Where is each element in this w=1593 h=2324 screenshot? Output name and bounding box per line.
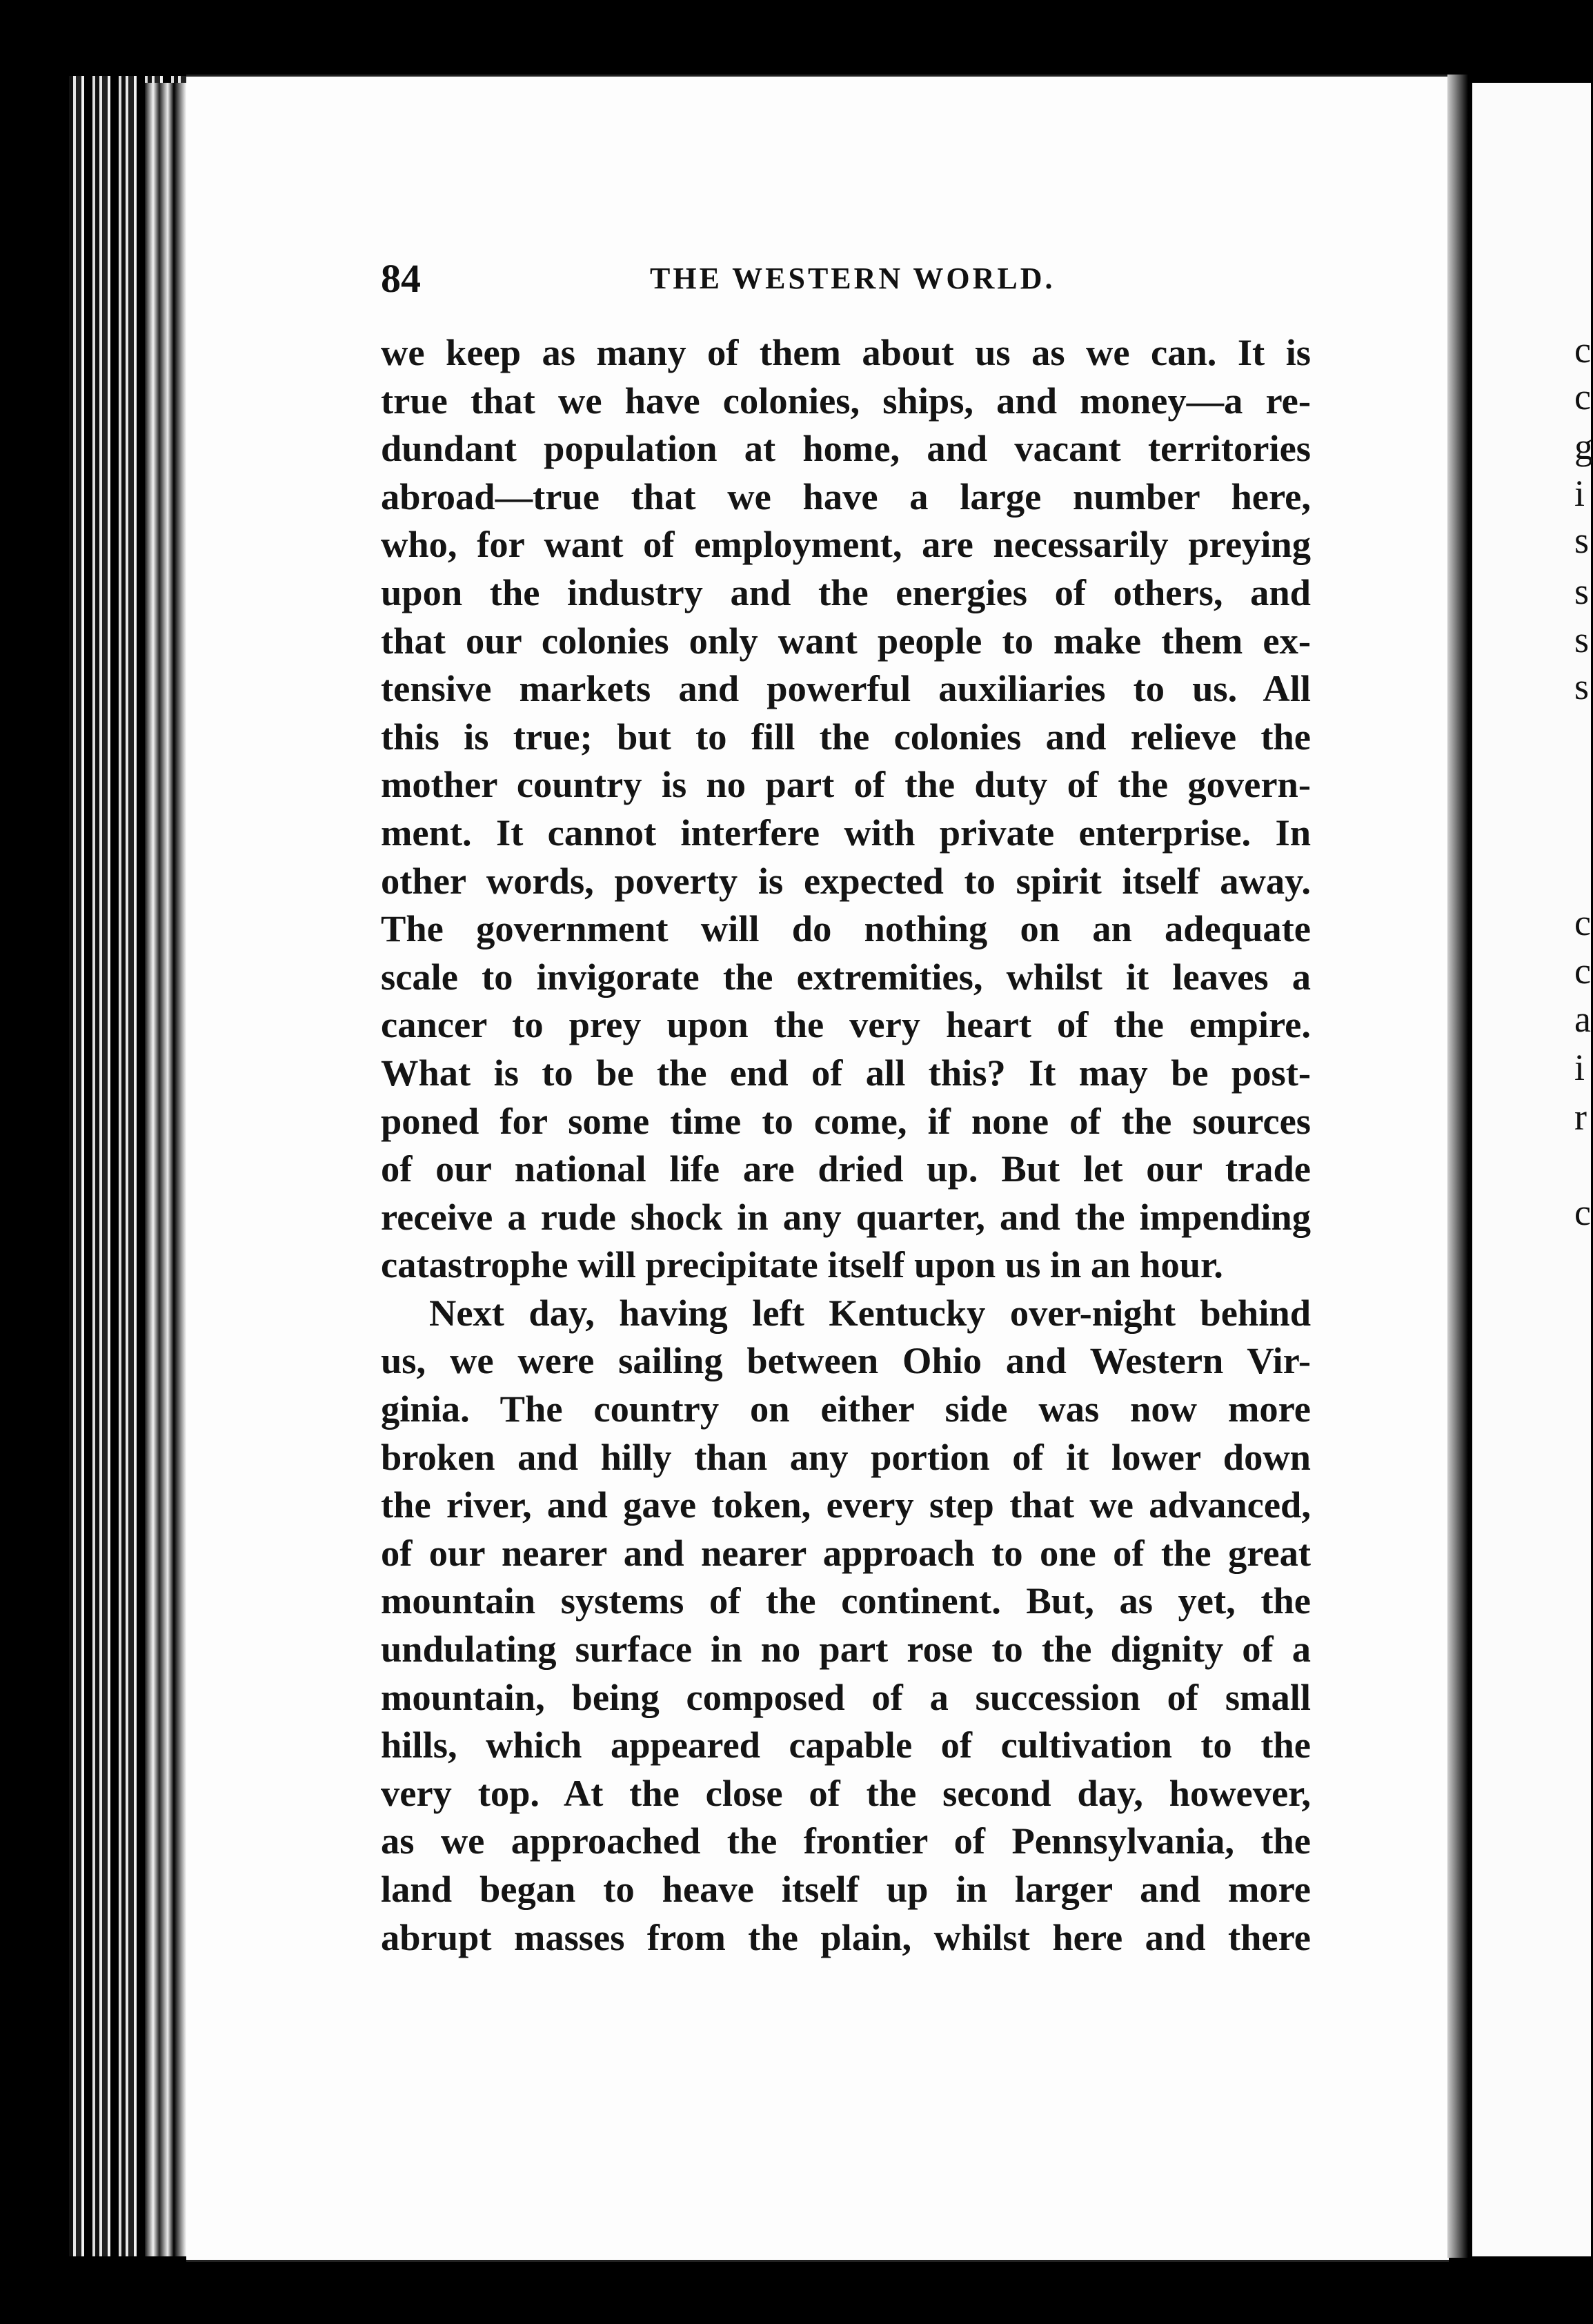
page-fold-shadow	[1447, 75, 1468, 2258]
text-line: hills, which appeared capable of cultivation to the	[381, 1724, 1311, 1766]
text-line: we keep as many of them about us as we can. It is	[381, 331, 1311, 373]
text-line: cancer to prey upon the very heart of the empire.	[381, 1003, 1311, 1046]
running-head	[381, 255, 1319, 304]
page-number: 84	[381, 256, 421, 301]
text-line: tensive markets and powerful auxiliaries to us. All	[381, 667, 1311, 710]
text-line: scale to invigorate the extremities, whilst it leaves a	[381, 955, 1311, 998]
next-page-edge-letter: c	[1574, 902, 1591, 943]
next-page-sliver	[1468, 83, 1591, 2256]
book-binding-edge	[145, 83, 186, 2256]
text-line: that our colonies only want people to make them ex-	[381, 619, 1311, 662]
next-page-edge-letter: c	[1574, 950, 1591, 992]
text-line: dundant population at home, and vacant territories	[381, 427, 1311, 470]
text-line: undulating surface in no part rose to the dignity of a	[381, 1628, 1311, 1671]
next-page-edge-letter: s	[1574, 666, 1590, 707]
text-line: true that we have colonies, ships, and money—a re-	[381, 379, 1311, 422]
text-line: of our nearer and nearer approach to one of the great	[381, 1531, 1311, 1574]
next-page-edge-letter: s	[1574, 619, 1590, 660]
body-text	[381, 328, 1311, 1961]
next-page-edge-letter: i	[1574, 1047, 1585, 1088]
text-line: upon the industry and the energies of others, and	[381, 571, 1311, 613]
text-line: mountain systems of the continent. But, as yet, the	[381, 1579, 1311, 1622]
text-line: very top. At the close of the second day, however,	[381, 1771, 1311, 1814]
text-line: ginia. The country on either side was now more	[381, 1388, 1311, 1430]
text-line: abroad—true that we have a large number here,	[381, 475, 1311, 518]
text-line: What is to be the end of all this? It may be post-	[381, 1051, 1311, 1094]
next-page-edge-letter: c	[1574, 1192, 1591, 1233]
next-page-edge-letter: g	[1574, 426, 1593, 467]
text-line: this is true; but to fill the colonies and relieve the	[381, 715, 1311, 758]
text-line: abrupt masses from the plain, whilst here and there	[381, 1916, 1311, 1958]
text-line: the river, and gave token, every step that we advanced,	[381, 1484, 1311, 1526]
text-line: mother country is no part of the duty of the govern-	[381, 763, 1311, 806]
next-page-edge-letter: a	[1574, 998, 1591, 1040]
paragraph	[381, 328, 1311, 1289]
text-line: who, for want of employment, are necessarily preying	[381, 523, 1311, 566]
text-line: receive a rude shock in any quarter, and the impending	[381, 1195, 1311, 1238]
text-line: us, we were sailing between Ohio and Western Vir-	[381, 1339, 1311, 1382]
running-title: THE WESTERN WORLD.	[650, 262, 1056, 295]
next-page-edge-letter: c	[1574, 376, 1591, 417]
next-page-edge-letter: s	[1574, 571, 1590, 612]
text-line: land began to heave itself up in larger and more	[381, 1868, 1311, 1910]
text-line: Next day, having left Kentucky over-night behind	[429, 1291, 1311, 1334]
text-line: poned for some time to come, if none of the sources	[381, 1099, 1311, 1142]
text-line: other words, poverty is expected to spirit itself away.	[381, 859, 1311, 902]
text-line: as we approached the frontier of Pennsylvania, the	[381, 1820, 1311, 1862]
text-line: The government will do nothing on an adequate	[381, 907, 1311, 950]
text-line: mountain, being composed of a succession of small	[381, 1675, 1311, 1718]
text-line: of our national life are dried up. But let our trade	[381, 1148, 1311, 1190]
text-line: broken and hilly than any portion of it lower down	[381, 1435, 1311, 1478]
text-line: ment. It cannot interfere with private enterprise. In	[381, 811, 1311, 854]
next-page-edge-letter: i	[1574, 473, 1585, 514]
paragraph	[381, 1289, 1311, 1961]
next-page-edge-letter: c	[1574, 329, 1591, 371]
text-line: catastrophe will precipitate itself upon us in an hour.	[381, 1243, 1223, 1286]
next-page-edge-letter: r	[1574, 1096, 1587, 1138]
next-page-edge-letter: s	[1574, 520, 1590, 561]
